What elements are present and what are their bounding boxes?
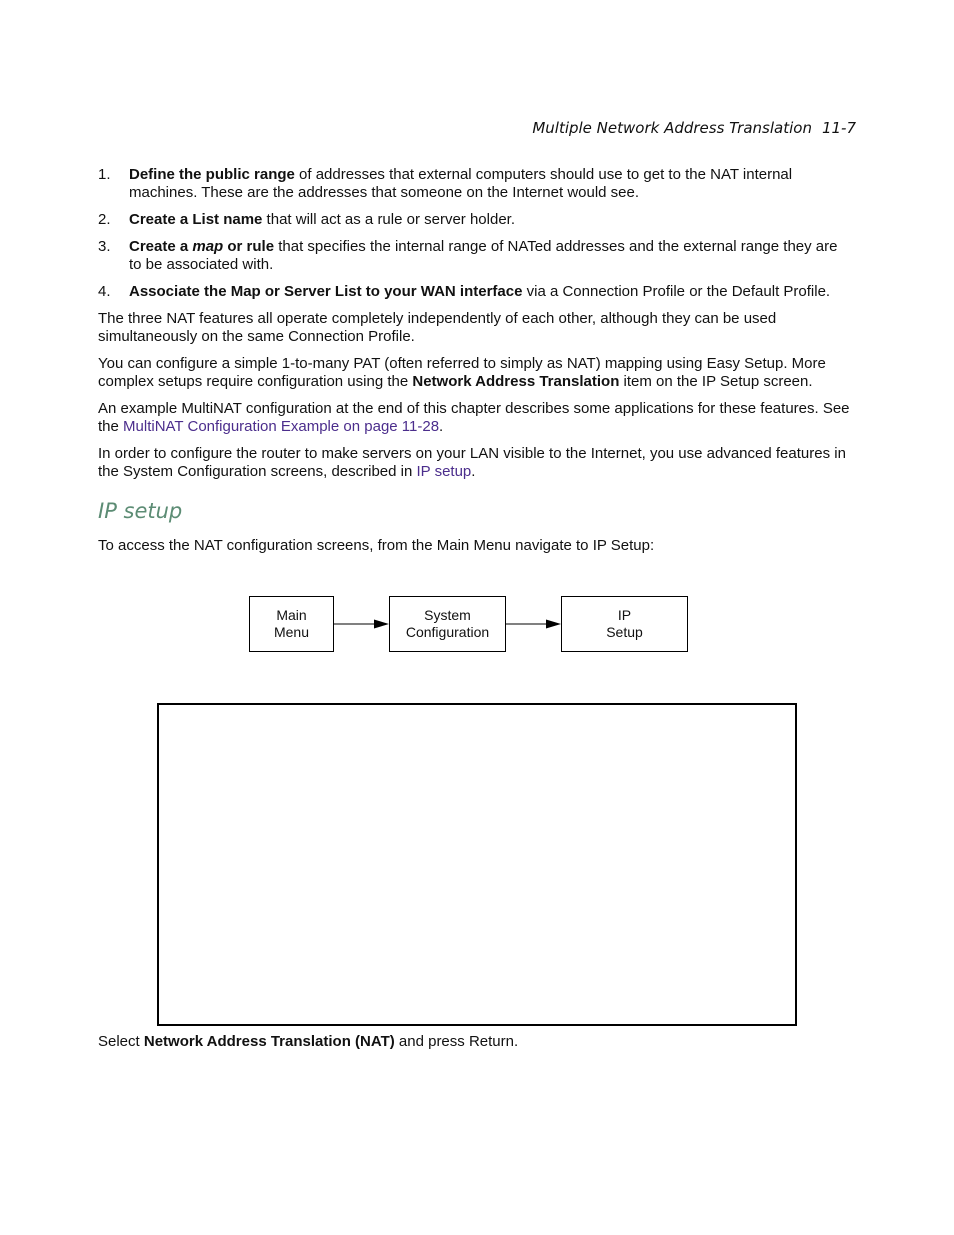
step-rest: that will act as a rule or server holder. bbox=[262, 211, 516, 228]
step-bold-part: Create a bbox=[129, 238, 193, 255]
arrow-main-to-system bbox=[334, 620, 389, 629]
para-text: . bbox=[439, 418, 444, 435]
step-rest: via a Connection Profile or the Default Profile. bbox=[522, 283, 831, 300]
step-bold: Define the public range bbox=[129, 166, 295, 183]
step-number: 4. bbox=[98, 283, 111, 300]
step-rest: that specifies the internal range of NATed addresses and the external range they are to be associated with. bbox=[129, 238, 838, 273]
ip-setup-link[interactable]: IP setup bbox=[416, 463, 472, 480]
main-menu-box: Main Menu bbox=[249, 596, 334, 652]
para-text: . bbox=[471, 463, 476, 480]
page-number: 11-7 bbox=[821, 119, 856, 137]
para-text: An example MultiNAT configuration at the end of this chapter describes some applications for these features. See the bbox=[98, 400, 850, 435]
ip-setup-box: IP Setup bbox=[561, 596, 688, 652]
step-rest: of addresses that external computers should use to get to the NAT internal machines. These are the addresses that someone on the Internet would see. bbox=[129, 166, 793, 201]
para-text: In order to configure the router to make servers on your LAN visible to the Internet, you use advanced features in the System Configuration screens, described in bbox=[98, 445, 846, 480]
intro-text: To access the NAT configuration screens, from the Main Menu navigate to IP Setup: bbox=[98, 537, 655, 554]
para-bold: Network Address Translation bbox=[412, 373, 620, 390]
para-text: You can configure a simple 1-to-many PAT (often referred to simply as NAT) mapping using Easy Setup. More complex setups require configuration using the bbox=[98, 355, 826, 390]
closing-text bbox=[98, 1033, 856, 1051]
step-number: 3. bbox=[98, 238, 111, 255]
step-number: 2. bbox=[98, 211, 111, 228]
header-title: Multiple Network Address Translation bbox=[532, 119, 812, 137]
step-number: 1. bbox=[98, 166, 111, 183]
step-bold: Create a List name bbox=[129, 211, 263, 228]
para-text: Select bbox=[98, 1033, 144, 1050]
step-italic: map bbox=[192, 238, 224, 255]
screenshot-frame bbox=[157, 703, 797, 1026]
para-text: and press Return. bbox=[394, 1033, 519, 1050]
arrow-system-to-ip bbox=[506, 620, 561, 629]
system-configuration-box: System Configuration bbox=[389, 596, 506, 652]
step-bold-part: or rule bbox=[223, 238, 275, 255]
step-bold: Associate the Map or Server List to your WAN interface bbox=[129, 283, 523, 300]
paragraph-nat-features: The three NAT features all operate completely independently of each other, although they can be used simultaneously on the same Connection Profile. bbox=[98, 310, 777, 345]
multinat-example-link[interactable]: MultiNAT Configuration Example on page 11-28 bbox=[123, 418, 440, 435]
para-bold: Network Address Translation (NAT) bbox=[143, 1033, 395, 1050]
para-text: item on the IP Setup screen. bbox=[619, 373, 813, 390]
section-title: IP setup bbox=[98, 499, 183, 523]
